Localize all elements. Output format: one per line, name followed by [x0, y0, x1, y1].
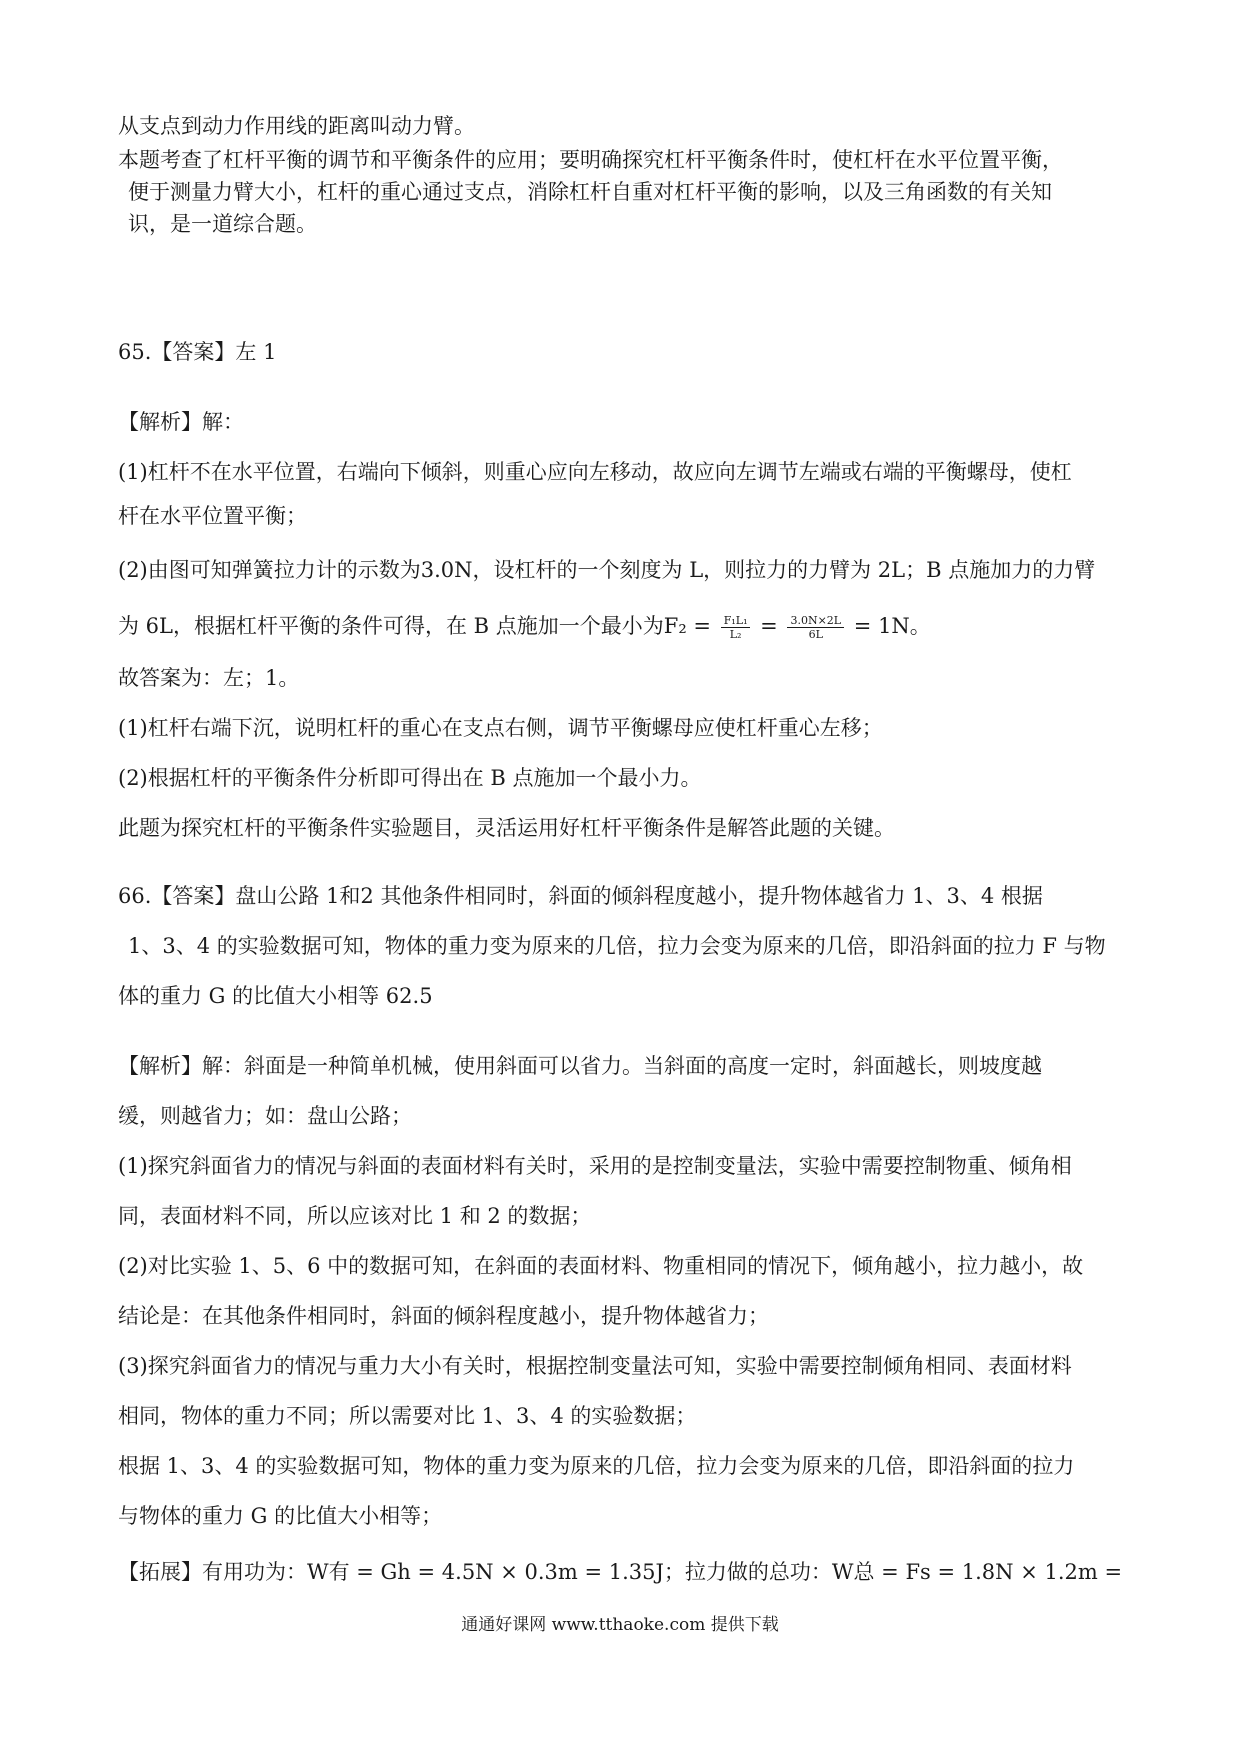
text-line: 本题考查了杠杆平衡的调节和平衡条件的应用；要明确探究杠杆平衡条件时，使杠杆在水平位置平衡，	[118, 148, 1063, 172]
text-line: 根据 1、3、4 的实验数据可知，物体的重力变为原来的几倍，拉力会变为原来的几倍，即沿斜面的拉力	[118, 1454, 1075, 1478]
text-line: (1)杠杆不在水平位置，右端向下倾斜，则重心应向左移动，故应向左调节左端或右端的平衡螺母，使杠	[118, 460, 1072, 484]
text-line: 相同，物体的重力不同；所以需要对比 1、3、4 的实验数据；	[118, 1404, 697, 1428]
text-line: 识，是一道综合题。	[128, 212, 317, 236]
fraction-2	[787, 614, 844, 641]
text-line: 从支点到动力作用线的距离叫动力臂。	[118, 114, 475, 138]
fraction-1-denominator: L₂	[729, 628, 742, 641]
text-line: 【解析】解：斜面是一种简单机械，使用斜面可以省力。当斜面的高度一定时，斜面越长，则坡度越	[118, 1054, 1042, 1078]
text-line: 此题为探究杠杆的平衡条件实验题目，灵活运用好杠杆平衡条件是解答此题的关键。	[118, 816, 895, 840]
fraction-2-denominator: 6L	[808, 628, 823, 641]
analysis-heading: 【解析】解：	[118, 410, 244, 434]
text-line: 1、3、4 的实验数据可知，物体的重力变为原来的几倍，拉力会变为原来的几倍，即沿斜面的拉力 F 与物	[128, 934, 1106, 958]
page-footer: 通通好课网 www.tthaoke.com 提供下载	[461, 1615, 779, 1635]
fraction-2-numerator: 3.0N×2L	[787, 614, 844, 628]
text-line: (3)探究斜面省力的情况与重力大小有关时，根据控制变量法可知，实验中需要控制倾角相同、表面材料	[118, 1354, 1072, 1378]
text-line: 便于测量力臂大小，杠杆的重心通过支点，消除杠杆自重对杠杆平衡的影响，以及三角函数的有关知	[128, 180, 1052, 204]
fraction-1-numerator: F₁L₁	[721, 614, 751, 628]
text-line: 故答案为：左；1。	[118, 666, 300, 690]
text-line: 缓，则越省力；如：盘山公路；	[118, 1104, 412, 1128]
text-line: (2)由图可知弹簧拉力计的示数为3.0N，设杠杆的一个刻度为 L，则拉力的力臂为 2L；B 点施加力的力臂	[118, 558, 1096, 582]
answer-65-heading: 65.【答案】左 1	[118, 340, 277, 364]
text-line: (1)杠杆右端下沉，说明杠杆的重心在支点右侧，调节平衡螺母应使杠杆重心左移；	[118, 716, 883, 740]
text-line: 【拓展】有用功为：W有 = Gh = 4.5N × 0.3m = 1.35J；拉力做的总功：W总 = Fs = 1.8N × 1.2m =	[118, 1560, 1123, 1584]
fraction-1	[721, 614, 751, 641]
formula-line	[118, 606, 1128, 646]
text-line: 同，表面材料不同，所以应该对比 1 和 2 的数据；	[118, 1204, 592, 1228]
text-line: (2)根据杠杆的平衡条件分析即可得出在 B 点施加一个最小力。	[118, 766, 702, 790]
text-line: (1)探究斜面省力的情况与斜面的表面材料有关时，采用的是控制变量法，实验中需要控制物重、倾角相	[118, 1154, 1072, 1178]
text-line: 杆在水平位置平衡；	[118, 504, 307, 528]
text-line: (2)对比实验 1、5、6 中的数据可知，在斜面的表面材料、物重相同的情况下，倾角越小，拉力越小，故	[118, 1254, 1084, 1278]
text-line: 结论是：在其他条件相同时，斜面的倾斜程度越小，提升物体越省力；	[118, 1304, 769, 1328]
formula-prefix: 为 6L，根据杠杆平衡的条件可得，在 B 点施加一个最小为F₂ =	[118, 614, 712, 638]
text-line: 体的重力 G 的比值大小相等 62.5	[118, 984, 433, 1008]
formula-result: = 1N。	[853, 614, 931, 638]
equals-sign: =	[760, 614, 778, 638]
text-line: 与物体的重力 G 的比值大小相等；	[118, 1504, 443, 1528]
answer-66-heading: 66.【答案】盘山公路 1和2 其他条件相同时，斜面的倾斜程度越小，提升物体越省力 1、3、4 根据	[118, 884, 1043, 908]
